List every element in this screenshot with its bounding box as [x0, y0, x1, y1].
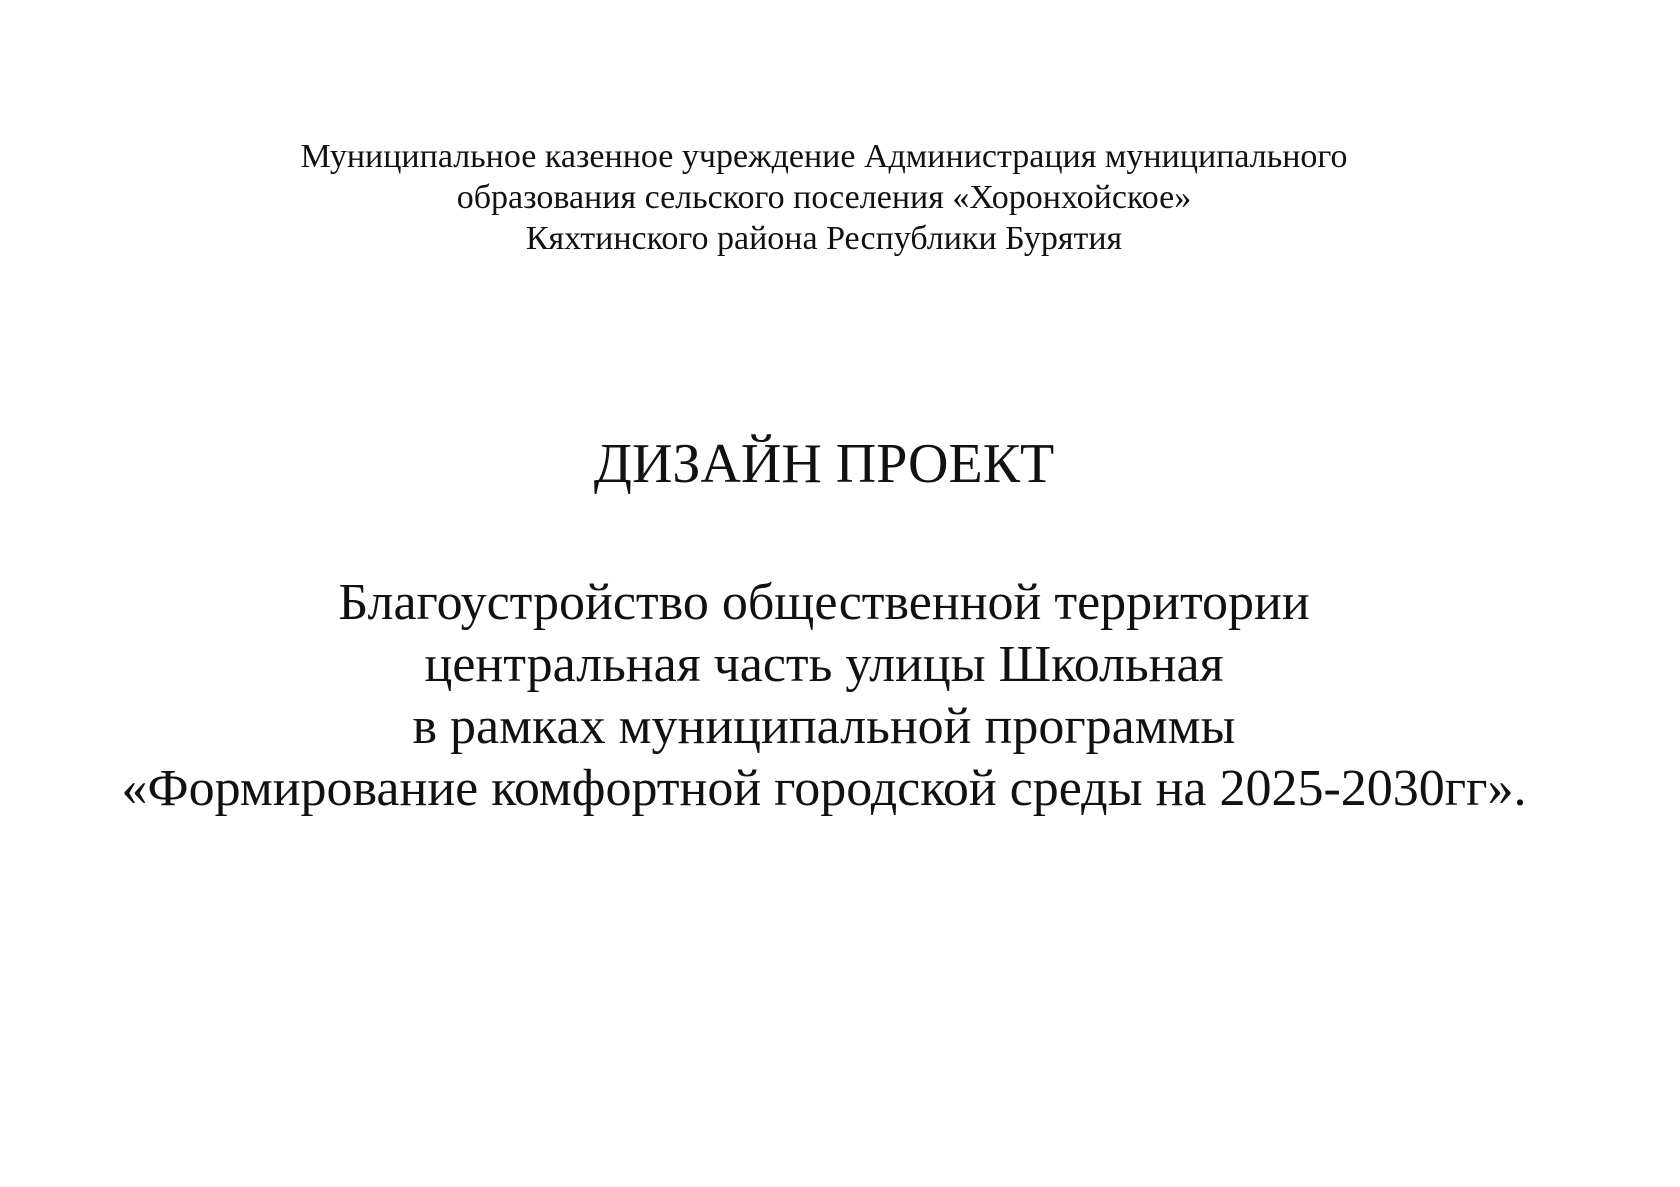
subject-line: «Формирование комфортной городской среды на 2025-2030гг».	[121, 760, 1527, 817]
organization-line: Кяхтинского района Республики Бурятия	[525, 220, 1123, 257]
organization-line: образования сельского поселения «Хоронхойское»	[456, 179, 1192, 216]
subject-line: Благоустройство общественной территории	[338, 574, 1310, 631]
document-subject	[0, 572, 1648, 820]
subject-line: в рамках муниципальной программы	[412, 698, 1236, 755]
document-title: ДИЗАЙН ПРОЕКТ	[593, 433, 1055, 495]
organization-line: Муниципальное казенное учреждение Администрация муниципального	[300, 138, 1348, 175]
organization-header	[0, 136, 1648, 259]
subject-line: центральная часть улицы Школьная	[424, 636, 1224, 693]
